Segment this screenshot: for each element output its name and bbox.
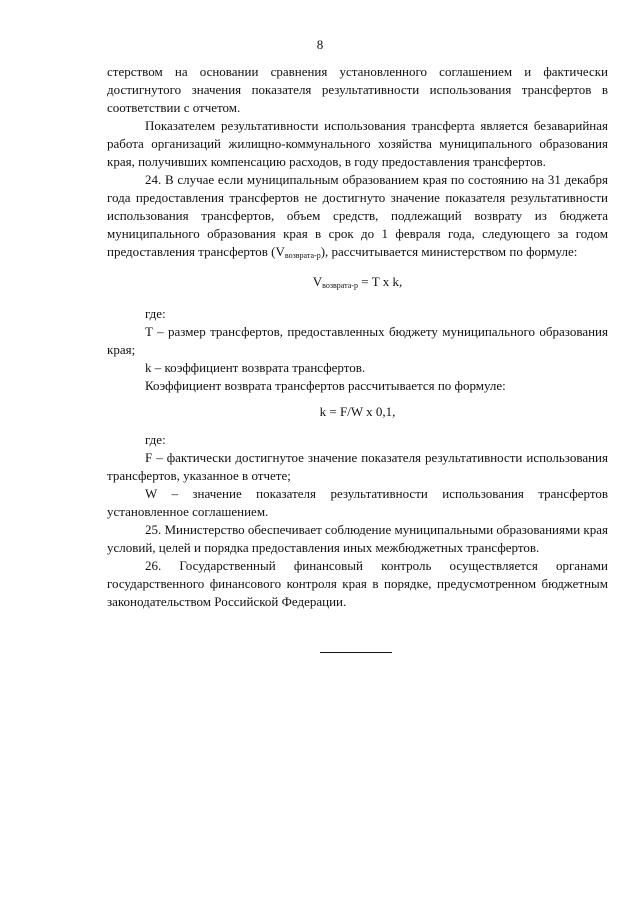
formula-refund-volume [107,265,608,305]
definition-t: T – размер трансфертов, предоставленных бюджету муниципального образования края; [107,324,608,357]
paragraph-24-text-after: ), рассчитывается министерством по формуле: [320,244,578,259]
definition-k: k – коэффициент возврата трансфертов. [145,360,366,375]
paragraph-26: 26. Государственный финансовый контроль осуществляется органами государственного финансового контроля края в порядке, предусмотренном бюджетным законодательством Российской Федерации. [107,558,608,609]
where-label-1: где: [145,306,166,321]
paragraph-24-text-before: 24. В случае если муниципальным образованием края по состоянию на 31 декабря года предоставления трансфертов не достигнуто значение показателя результативности использования трансфертов, объем средств, подлежащий возврату из бюджета муниципального образования края в срок до 1 февраля года, следующего за годом предоставления трансфертов (V [107,172,608,259]
paragraph-continuation: стерством на основании сравнения установленного соглашением и фактически достигнутого значения показателя результативности использования трансфертов в соответствии с отчетом. [107,64,608,115]
formula-1-rest: = T x k, [357,274,403,289]
closing-rule [320,652,392,653]
paragraph-performance-indicator: Показателем результативности использования трансферта является безаварийная работа организаций жилищно-коммунального хозяйства муниципального образования края, получивших компенсацию расходов, в году предоставления трансфертов. [107,118,608,169]
document-body [107,63,608,611]
formula-1-subscript: возврата-р [322,281,358,290]
where-label-2: где: [145,432,166,447]
page-number: 8 [316,37,324,52]
coefficient-formula-intro: Коэффициент возврата трансфертов рассчитывается по формуле: [145,378,506,393]
definition-w: W – значение показателя результативности использования трансфертов установленное соглашением. [107,486,608,519]
formula-coefficient: k = F/W x 0,1, [319,404,396,419]
formula-1-v: V [312,274,323,289]
definition-f: F – фактически достигнутое значение показателя результативности использования трансфертов, указанное в отчете; [107,450,608,483]
paragraph-24 [107,171,608,265]
paragraph-25: 25. Министерство обеспечивает соблюдение муниципальными образованиями края условий, целей и порядка предоставления иных межбюджетных трансфертов. [107,522,608,555]
paragraph-24-subscript: возврата-р [284,251,321,260]
